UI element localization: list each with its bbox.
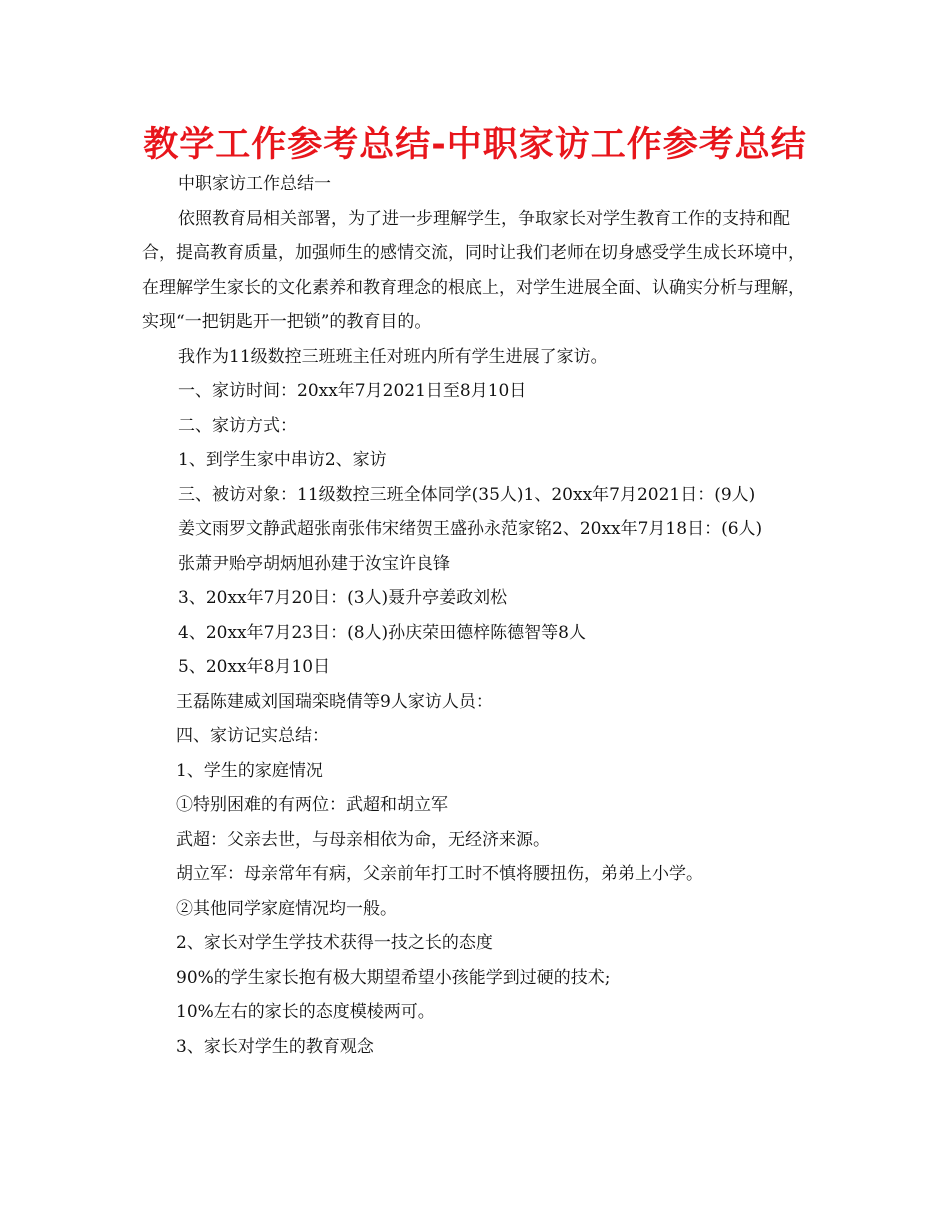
- paragraph-visit-date-4: 4、20xx年7月23日：(8人)孙庆荣田德梓陈德智等8人: [178, 622, 586, 643]
- document-body: [142, 167, 812, 1064]
- paragraph-section-heading: 中职家访工作总结一: [178, 174, 331, 194]
- paragraph-education-concept: 3、家长对学生的教育观念: [176, 1036, 374, 1057]
- paragraph-visit-targets: 三、被访对象：11级数控三班全体同学(35人)1、20xx年7月2021日：(9人): [178, 484, 756, 505]
- paragraph-intro: 依照教育局相关部署，为了进一步理解学生，争取家长对学生教育工作的支持和配合，提高教育质量，加强师生的感情交流，同时让我们老师在切身感受学生成长环境中，在理解学生家长的文化素养和教育理念的根底上，对学生进展全面、认确实分析与理解，实现“一把钥匙开一把锁”的教育目的。: [142, 208, 805, 332]
- paragraph-attitude-90: 90%的学生家长抱有极大期望希望小孩能学到过硬的技术;: [176, 967, 611, 988]
- paragraph-other-families: ②其他同学家庭情况均一般。: [176, 898, 397, 919]
- paragraph-visit-date-5: 5、20xx年8月10日: [178, 657, 331, 677]
- paragraph-visit-method: 二、家访方式：: [178, 415, 297, 436]
- paragraph-case-wuchao: 武超：父亲去世，与母亲相依为命，无经济来源。: [176, 829, 550, 850]
- paragraph-visit-method-items: 1、到学生家中串访2、家访: [178, 450, 387, 470]
- paragraph-parent-attitude: 2、家长对学生学技术获得一技之长的态度: [176, 933, 493, 953]
- paragraph-summary-heading: 四、家访记实总结：: [176, 726, 329, 746]
- paragraph-student-list-2: 张萧尹贻亭胡炳旭孙建于汝宝许良锋: [178, 553, 450, 574]
- paragraph-visit-date-3: 3、20xx年7月20日：(3人)聂升亭姜政刘松: [178, 588, 508, 608]
- paragraph-attitude-10: 10%左右的家长的态度模棱两可。: [176, 1002, 435, 1022]
- paragraph-family-situation: 1、学生的家庭情况: [176, 760, 323, 781]
- paragraph-student-list-3: 王磊陈建威刘国瑞栾晓倩等9人家访人员：: [176, 691, 493, 712]
- paragraph-difficult-cases: ①特别困难的有两位：武超和胡立军: [176, 795, 448, 815]
- document-title: 教学工作参考总结-中职家访工作参考总结: [143, 125, 807, 165]
- paragraph-visit-time: 一、家访时间：20xx年7月2021日至8月10日: [178, 381, 527, 401]
- paragraph-class-visit: 我作为11级数控三班班主任对班内所有学生进展了家访。: [178, 346, 608, 367]
- paragraph-case-hulijun: 胡立军：母亲常年有病，父亲前年打工时不慎将腰扭伤，弟弟上小学。: [176, 864, 703, 884]
- paragraph-student-list-1: 姜文雨罗文静武超张南张伟宋绪贺王盛孙永范家铭2、20xx年7月18日：(6人): [178, 519, 763, 539]
